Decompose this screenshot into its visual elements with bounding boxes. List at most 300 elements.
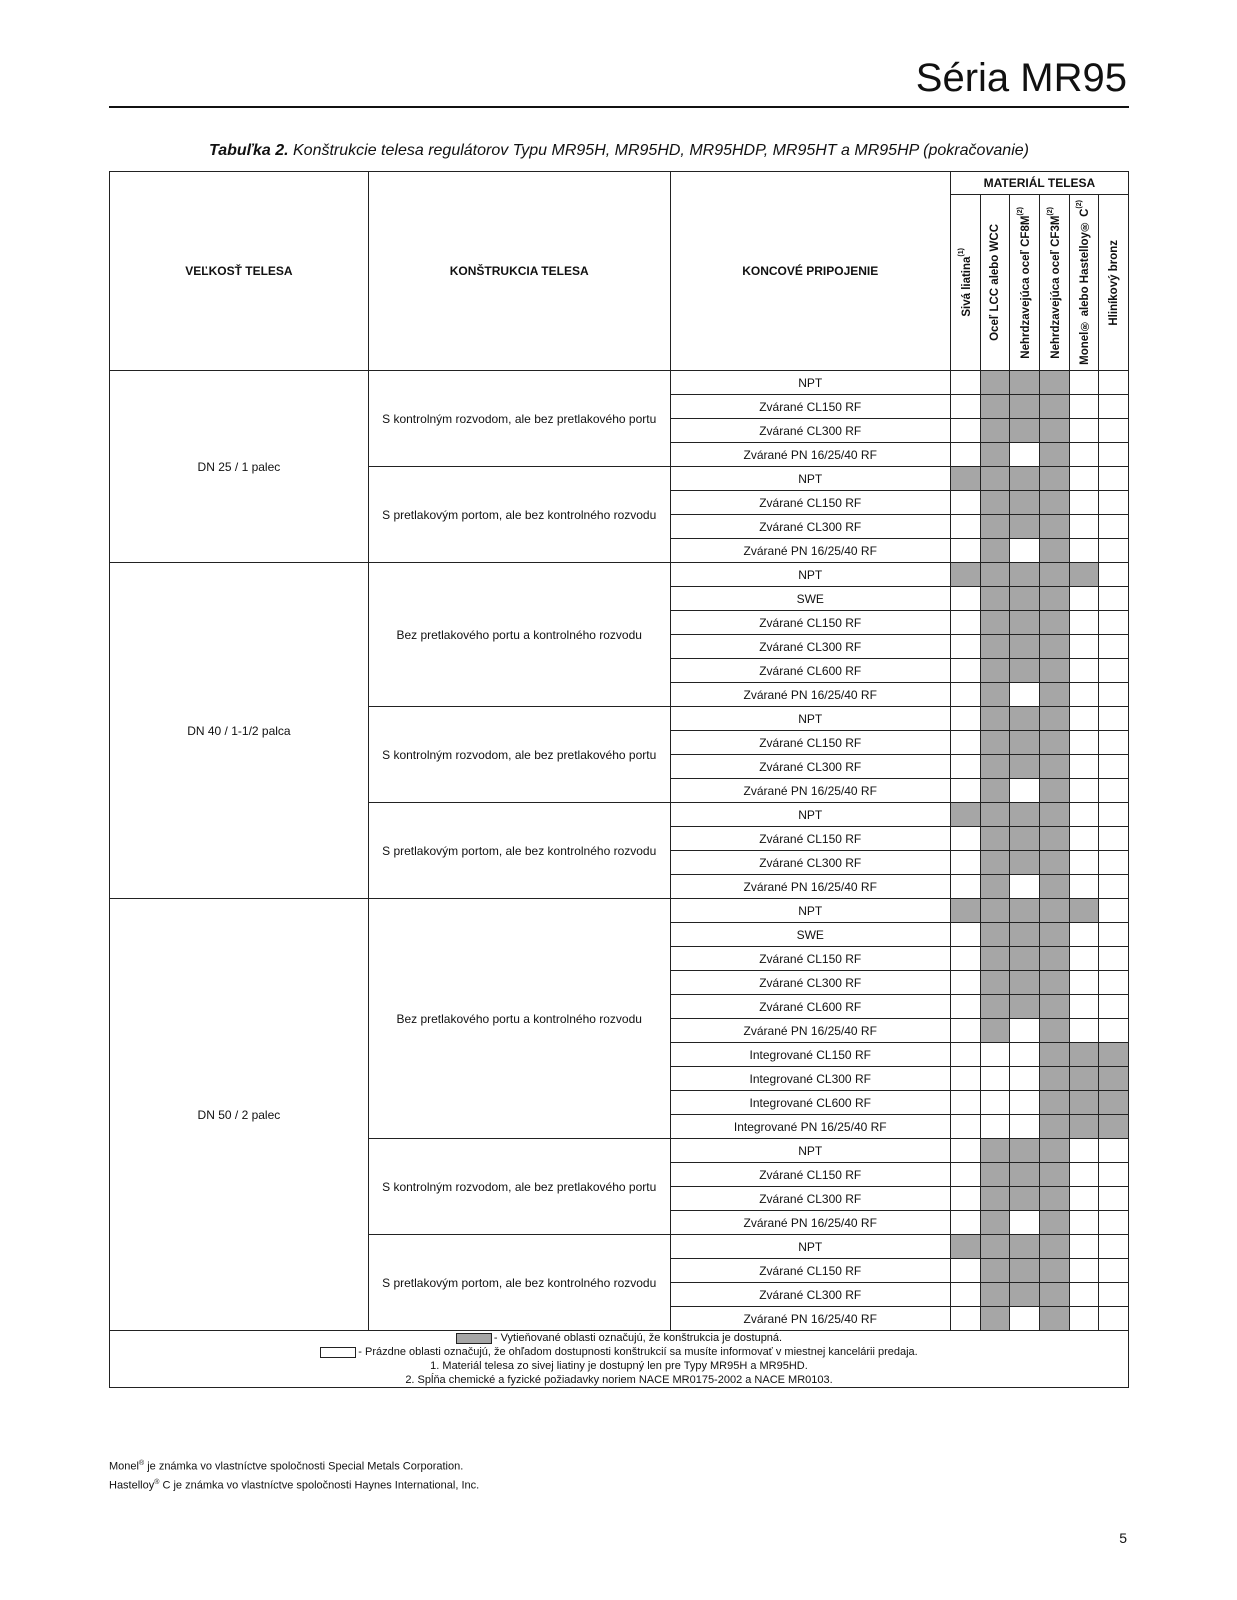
- material-cell-empty: [1099, 1307, 1129, 1331]
- material-cell-available: [1039, 923, 1069, 947]
- material-cell-available: [980, 755, 1010, 779]
- material-cell-empty: [1069, 611, 1099, 635]
- material-cell-available: [980, 803, 1010, 827]
- material-cell-available: [1069, 1115, 1099, 1139]
- material-cell-available: [950, 467, 980, 491]
- material-cell-available: [1039, 1091, 1069, 1115]
- material-cell-empty: [1099, 779, 1129, 803]
- material-cell-available: [1039, 875, 1069, 899]
- end-connection-cell: Zvárané CL300 RF: [670, 971, 950, 995]
- end-connection-cell: NPT: [670, 707, 950, 731]
- material-cell-empty: [950, 1307, 980, 1331]
- material-cell-available: [1039, 1019, 1069, 1043]
- material-cell-empty: [950, 395, 980, 419]
- material-label: [958, 248, 973, 317]
- material-cell-empty: [950, 659, 980, 683]
- material-cell-available: [1039, 707, 1069, 731]
- material-cell-empty: [950, 971, 980, 995]
- material-cell-empty: [950, 419, 980, 443]
- material-cell-available: [980, 419, 1010, 443]
- material-cell-available: [1039, 1115, 1069, 1139]
- material-cell-available: [980, 947, 1010, 971]
- header-material: MATERIÁL TELESA: [950, 172, 1128, 195]
- material-cell-available: [980, 539, 1010, 563]
- body-construction-cell: Bez pretlakového portu a kontrolného rozvodu: [368, 563, 670, 707]
- material-cell-available: [1010, 1259, 1040, 1283]
- material-cell-empty: [1069, 995, 1099, 1019]
- material-cell-empty: [950, 875, 980, 899]
- material-cell-empty: [1099, 1235, 1129, 1259]
- material-cell-empty: [950, 443, 980, 467]
- material-cell-empty: [1099, 1259, 1129, 1283]
- empty-swatch: [320, 1347, 356, 1358]
- end-connection-cell: SWE: [670, 587, 950, 611]
- material-cell-empty: [1099, 947, 1129, 971]
- material-cell-available: [980, 371, 1010, 395]
- material-label-text: Nehrdzavejúca oceľ CF3M: [1049, 215, 1062, 359]
- material-cell-available: [980, 1283, 1010, 1307]
- material-cell-empty: [950, 1283, 980, 1307]
- material-cell-empty: [1010, 1043, 1040, 1067]
- material-cell-available: [1039, 731, 1069, 755]
- note-shaded: [110, 1331, 1128, 1345]
- material-cell-available: [1039, 515, 1069, 539]
- material-cell-empty: [950, 371, 980, 395]
- body-size-cell: DN 50 / 2 palec: [110, 899, 369, 1331]
- material-cell-empty: [1010, 539, 1040, 563]
- reg-mark: ®: [138, 1460, 145, 1467]
- material-cell-empty: [1099, 1211, 1129, 1235]
- material-label-text: Sivá liatina: [960, 256, 973, 317]
- material-cell-empty: [1099, 467, 1129, 491]
- table-notes: [110, 1331, 1129, 1388]
- material-cell-available: [980, 707, 1010, 731]
- material-cell-empty: [1099, 707, 1129, 731]
- material-cell-empty: [1069, 1019, 1099, 1043]
- end-connection-cell: Zvárané CL150 RF: [670, 1259, 950, 1283]
- material-cell-empty: [950, 731, 980, 755]
- material-cell-empty: [1099, 371, 1129, 395]
- material-cell-available: [1010, 659, 1040, 683]
- material-cell-available: [1010, 587, 1040, 611]
- material-cell-available: [1010, 611, 1040, 635]
- material-cell-empty: [1010, 1067, 1040, 1091]
- table-caption: [109, 142, 1129, 160]
- material-cell-empty: [1069, 1163, 1099, 1187]
- material-cell-available: [1010, 467, 1040, 491]
- material-header-2: [1010, 195, 1040, 371]
- material-cell-empty: [980, 1115, 1010, 1139]
- end-connection-cell: Zvárané CL150 RF: [670, 611, 950, 635]
- hastelloy-text: C je známka vo vlastníctve spoločnosti Haynes International, Inc.: [159, 1479, 480, 1492]
- end-connection-cell: Zvárané CL300 RF: [670, 1283, 950, 1307]
- material-cell-available: [1039, 563, 1069, 587]
- material-cell-empty: [1069, 971, 1099, 995]
- material-cell-available: [980, 395, 1010, 419]
- material-label-text: Hliníkový bronz: [1107, 239, 1120, 326]
- material-footnote-ref: (2): [1076, 200, 1084, 209]
- material-cell-available: [1039, 419, 1069, 443]
- material-cell-empty: [1099, 827, 1129, 851]
- end-connection-cell: NPT: [670, 467, 950, 491]
- header-connection: KONCOVÉ PRIPOJENIE: [670, 172, 950, 371]
- material-cell-empty: [950, 587, 980, 611]
- end-connection-cell: NPT: [670, 899, 950, 923]
- material-cell-empty: [1069, 1235, 1099, 1259]
- material-cell-available: [1039, 827, 1069, 851]
- end-connection-cell: Zvárané CL300 RF: [670, 419, 950, 443]
- end-connection-cell: Zvárané CL150 RF: [670, 947, 950, 971]
- material-cell-empty: [1069, 467, 1099, 491]
- material-cell-empty: [1069, 491, 1099, 515]
- material-cell-available: [1039, 611, 1069, 635]
- material-cell-available: [980, 467, 1010, 491]
- material-cell-empty: [1099, 755, 1129, 779]
- material-cell-empty: [950, 1115, 980, 1139]
- material-cell-available: [1039, 851, 1069, 875]
- material-cell-available: [1039, 803, 1069, 827]
- material-cell-empty: [1069, 1307, 1099, 1331]
- material-cell-empty: [1069, 683, 1099, 707]
- material-cell-available: [1010, 707, 1040, 731]
- material-cell-available: [1010, 971, 1040, 995]
- note-shaded-text: - Vytieňované oblasti označujú, že konštrukcia je dostupná.: [493, 1332, 783, 1344]
- material-cell-available: [1039, 467, 1069, 491]
- material-cell-available: [1010, 1139, 1040, 1163]
- material-cell-available: [1039, 971, 1069, 995]
- header-size: VEĽKOSŤ TELESA: [110, 172, 369, 371]
- material-cell-available: [950, 1235, 980, 1259]
- end-connection-cell: Zvárané PN 16/25/40 RF: [670, 539, 950, 563]
- end-connection-cell: Zvárané CL150 RF: [670, 491, 950, 515]
- material-cell-available: [1039, 1235, 1069, 1259]
- trademark-hastelloy: [109, 1475, 479, 1494]
- material-cell-empty: [1069, 947, 1099, 971]
- end-connection-cell: NPT: [670, 803, 950, 827]
- material-cell-empty: [1099, 899, 1129, 923]
- material-cell-available: [980, 1211, 1010, 1235]
- material-cell-available: [1010, 1187, 1040, 1211]
- material-cell-empty: [950, 1211, 980, 1235]
- material-cell-available: [1039, 1163, 1069, 1187]
- end-connection-cell: Zvárané CL150 RF: [670, 731, 950, 755]
- material-cell-empty: [1069, 875, 1099, 899]
- material-cell-available: [980, 1019, 1010, 1043]
- material-cell-available: [1010, 515, 1040, 539]
- material-cell-available: [1039, 947, 1069, 971]
- material-cell-empty: [980, 1067, 1010, 1091]
- material-footnote-ref: (1): [957, 248, 965, 257]
- material-cell-empty: [1010, 1211, 1040, 1235]
- material-cell-available: [1039, 395, 1069, 419]
- material-cell-available: [1010, 1235, 1040, 1259]
- material-cell-empty: [1069, 803, 1099, 827]
- footnote-2: 2. Spĺňa chemické a fyzické požiadavky noriem NACE MR0175-2002 a NACE MR0103.: [405, 1374, 833, 1386]
- material-cell-available: [1039, 1211, 1069, 1235]
- end-connection-cell: Zvárané PN 16/25/40 RF: [670, 875, 950, 899]
- material-cell-empty: [1099, 875, 1129, 899]
- material-cell-empty: [1010, 875, 1040, 899]
- end-connection-cell: Zvárané CL600 RF: [670, 659, 950, 683]
- material-cell-empty: [950, 1043, 980, 1067]
- material-cell-empty: [1010, 779, 1040, 803]
- material-cell-empty: [1099, 923, 1129, 947]
- end-connection-cell: Integrované CL600 RF: [670, 1091, 950, 1115]
- material-cell-empty: [1010, 1019, 1040, 1043]
- material-cell-available: [980, 827, 1010, 851]
- material-cell-available: [980, 875, 1010, 899]
- note-empty: [110, 1345, 1128, 1359]
- material-cell-available: [1039, 1283, 1069, 1307]
- material-cell-empty: [950, 923, 980, 947]
- material-cell-empty: [1099, 995, 1129, 1019]
- material-label-text: Nehrdzavejúca oceľ CF8M: [1019, 215, 1032, 359]
- material-cell-empty: [950, 1187, 980, 1211]
- trademark-notes: [109, 1456, 479, 1493]
- material-cell-empty: [1069, 755, 1099, 779]
- material-cell-available: [1010, 395, 1040, 419]
- body-construction-cell: S pretlakovým portom, ale bez kontrolného rozvodu: [368, 803, 670, 899]
- material-cell-available: [1039, 491, 1069, 515]
- note-empty-text: - Prázdne oblasti označujú, že ohľadom dostupnosti konštrukcií sa musíte informovať v miestnej kancelárii predaja.: [358, 1346, 918, 1358]
- material-cell-empty: [950, 539, 980, 563]
- material-cell-available: [1010, 1163, 1040, 1187]
- table-row: [110, 563, 1129, 587]
- material-cell-available: [980, 971, 1010, 995]
- end-connection-cell: Zvárané PN 16/25/40 RF: [670, 683, 950, 707]
- caption-label: Tabuľka 2.: [209, 142, 289, 159]
- material-cell-empty: [950, 995, 980, 1019]
- material-cell-empty: [1069, 443, 1099, 467]
- material-header-4: [1069, 195, 1099, 371]
- material-cell-empty: [1069, 731, 1099, 755]
- material-cell-empty: [1069, 371, 1099, 395]
- end-connection-cell: Zvárané PN 16/25/40 RF: [670, 443, 950, 467]
- material-cell-empty: [950, 611, 980, 635]
- end-connection-cell: Integrované PN 16/25/40 RF: [670, 1115, 950, 1139]
- material-cell-available: [1069, 563, 1099, 587]
- material-cell-empty: [1099, 1187, 1129, 1211]
- material-cell-available: [1010, 923, 1040, 947]
- material-cell-available: [980, 1259, 1010, 1283]
- material-cell-available: [950, 563, 980, 587]
- end-connection-cell: Integrované CL300 RF: [670, 1067, 950, 1091]
- material-cell-empty: [1069, 659, 1099, 683]
- material-cell-empty: [980, 1091, 1010, 1115]
- monel-text: je známka vo vlastníctve spoločnosti Special Metals Corporation.: [144, 1460, 464, 1473]
- material-cell-empty: [1099, 635, 1129, 659]
- material-cell-empty: [950, 1067, 980, 1091]
- material-cell-available: [1039, 683, 1069, 707]
- material-cell-available: [1010, 563, 1040, 587]
- material-cell-empty: [1010, 443, 1040, 467]
- body-size-cell: DN 40 / 1-1/2 palca: [110, 563, 369, 899]
- material-cell-available: [980, 587, 1010, 611]
- end-connection-cell: Zvárané CL150 RF: [670, 395, 950, 419]
- material-cell-available: [1069, 1067, 1099, 1091]
- material-cell-available: [1039, 443, 1069, 467]
- end-connection-cell: NPT: [670, 563, 950, 587]
- reg-mark: ®: [154, 1478, 160, 1486]
- material-cell-available: [1039, 1139, 1069, 1163]
- material-cell-available: [980, 731, 1010, 755]
- material-cell-empty: [950, 1259, 980, 1283]
- material-cell-available: [980, 491, 1010, 515]
- material-cell-empty: [1099, 515, 1129, 539]
- end-connection-cell: Zvárané CL300 RF: [670, 1187, 950, 1211]
- material-cell-empty: [950, 683, 980, 707]
- material-cell-available: [980, 1235, 1010, 1259]
- material-cell-empty: [1069, 395, 1099, 419]
- end-connection-cell: Zvárané CL300 RF: [670, 851, 950, 875]
- material-cell-available: [1039, 587, 1069, 611]
- material-cell-empty: [1010, 683, 1040, 707]
- page-number: 5: [1119, 1530, 1127, 1546]
- shaded-swatch: [456, 1333, 492, 1344]
- material-cell-empty: [950, 1139, 980, 1163]
- material-cell-available: [1069, 1043, 1099, 1067]
- material-cell-available: [980, 1139, 1010, 1163]
- material-cell-available: [1010, 803, 1040, 827]
- material-label: [989, 224, 1001, 341]
- body-construction-cell: S kontrolným rozvodom, ale bez pretlakového portu: [368, 707, 670, 803]
- material-cell-empty: [1099, 1283, 1129, 1307]
- end-connection-cell: SWE: [670, 923, 950, 947]
- material-cell-available: [950, 899, 980, 923]
- material-cell-empty: [1099, 563, 1129, 587]
- end-connection-cell: Zvárané CL150 RF: [670, 1163, 950, 1187]
- end-connection-cell: NPT: [670, 1139, 950, 1163]
- material-label: [1017, 207, 1032, 359]
- material-cell-available: [1039, 1067, 1069, 1091]
- end-connection-cell: Zvárané PN 16/25/40 RF: [670, 1019, 950, 1043]
- material-cell-empty: [950, 707, 980, 731]
- material-cell-empty: [1069, 1211, 1099, 1235]
- material-cell-available: [980, 851, 1010, 875]
- trademark-monel: [109, 1456, 479, 1475]
- end-connection-cell: Zvárané PN 16/25/40 RF: [670, 1211, 950, 1235]
- material-cell-empty: [1069, 779, 1099, 803]
- material-cell-available: [1039, 995, 1069, 1019]
- construction-table: [109, 171, 1129, 1388]
- material-cell-empty: [1069, 851, 1099, 875]
- material-cell-available: [1039, 1187, 1069, 1211]
- material-cell-empty: [1069, 635, 1099, 659]
- material-cell-empty: [1010, 1115, 1040, 1139]
- end-connection-cell: Zvárané PN 16/25/40 RF: [670, 1307, 950, 1331]
- material-cell-empty: [1099, 1139, 1129, 1163]
- material-cell-empty: [1099, 1163, 1129, 1187]
- material-cell-available: [1099, 1067, 1129, 1091]
- body-construction-cell: Bez pretlakového portu a kontrolného rozvodu: [368, 899, 670, 1139]
- material-label: [1076, 200, 1091, 365]
- material-cell-available: [1039, 659, 1069, 683]
- material-cell-available: [1039, 635, 1069, 659]
- material-cell-available: [980, 779, 1010, 803]
- material-cell-empty: [1099, 803, 1129, 827]
- material-cell-empty: [1069, 1139, 1099, 1163]
- material-cell-available: [1039, 779, 1069, 803]
- material-header-3: [1039, 195, 1069, 371]
- material-cell-empty: [950, 1019, 980, 1043]
- table-row: [110, 899, 1129, 923]
- material-cell-available: [1099, 1043, 1129, 1067]
- body-construction-cell: S pretlakovým portom, ale bez kontrolného rozvodu: [368, 467, 670, 563]
- material-cell-empty: [1099, 419, 1129, 443]
- end-connection-cell: Zvárané CL300 RF: [670, 515, 950, 539]
- material-cell-available: [1010, 419, 1040, 443]
- material-cell-empty: [950, 635, 980, 659]
- material-cell-available: [1099, 1091, 1129, 1115]
- body-construction-cell: S kontrolným rozvodom, ale bez pretlakového portu: [368, 1139, 670, 1235]
- material-label-text: Oceľ LCC alebo WCC: [988, 224, 1001, 341]
- material-cell-empty: [1069, 827, 1099, 851]
- header-rule: [109, 106, 1129, 108]
- end-connection-cell: Zvárané CL300 RF: [670, 755, 950, 779]
- material-cell-empty: [950, 755, 980, 779]
- material-cell-available: [1039, 539, 1069, 563]
- end-connection-cell: Zvárané CL150 RF: [670, 827, 950, 851]
- material-label: [1047, 207, 1062, 359]
- material-cell-available: [1010, 1283, 1040, 1307]
- body-construction-cell: S pretlakovým portom, ale bez kontrolného rozvodu: [368, 1235, 670, 1331]
- material-cell-available: [1099, 1115, 1129, 1139]
- material-cell-available: [1010, 491, 1040, 515]
- material-cell-empty: [1099, 731, 1129, 755]
- end-connection-cell: NPT: [670, 371, 950, 395]
- hastelloy-name: Hastelloy: [109, 1479, 155, 1492]
- material-cell-available: [980, 683, 1010, 707]
- material-header-0: [950, 195, 980, 371]
- material-cell-empty: [1099, 539, 1129, 563]
- material-cell-available: [1010, 995, 1040, 1019]
- material-cell-empty: [1099, 587, 1129, 611]
- material-cell-available: [1010, 731, 1040, 755]
- material-cell-available: [1039, 899, 1069, 923]
- material-cell-empty: [1069, 1187, 1099, 1211]
- material-cell-available: [980, 659, 1010, 683]
- material-cell-empty: [950, 515, 980, 539]
- material-cell-available: [1069, 1091, 1099, 1115]
- material-cell-available: [1010, 851, 1040, 875]
- material-cell-available: [980, 1163, 1010, 1187]
- material-cell-available: [1039, 1259, 1069, 1283]
- end-connection-cell: Zvárané PN 16/25/40 RF: [670, 779, 950, 803]
- material-label-text: Monel® alebo Hastelloy® C: [1079, 208, 1092, 365]
- material-cell-available: [1010, 635, 1040, 659]
- material-cell-available: [980, 563, 1010, 587]
- material-cell-available: [980, 611, 1010, 635]
- material-cell-empty: [1099, 395, 1129, 419]
- material-cell-available: [1010, 827, 1040, 851]
- material-cell-available: [1010, 899, 1040, 923]
- material-label: [1108, 240, 1120, 326]
- end-connection-cell: Zvárané CL300 RF: [670, 635, 950, 659]
- material-cell-available: [1039, 1307, 1069, 1331]
- material-cell-empty: [950, 779, 980, 803]
- material-cell-available: [980, 899, 1010, 923]
- material-cell-available: [980, 443, 1010, 467]
- footnote-1: 1. Materiál telesa zo sivej liatiny je dostupný len pre Typy MR95H a MR95HD.: [430, 1360, 808, 1372]
- material-cell-empty: [1099, 851, 1129, 875]
- material-cell-available: [1039, 371, 1069, 395]
- material-cell-empty: [1010, 1307, 1040, 1331]
- material-cell-available: [980, 635, 1010, 659]
- material-header-1: [980, 195, 1010, 371]
- material-cell-empty: [1010, 1091, 1040, 1115]
- material-cell-empty: [1099, 659, 1129, 683]
- material-cell-available: [1069, 899, 1099, 923]
